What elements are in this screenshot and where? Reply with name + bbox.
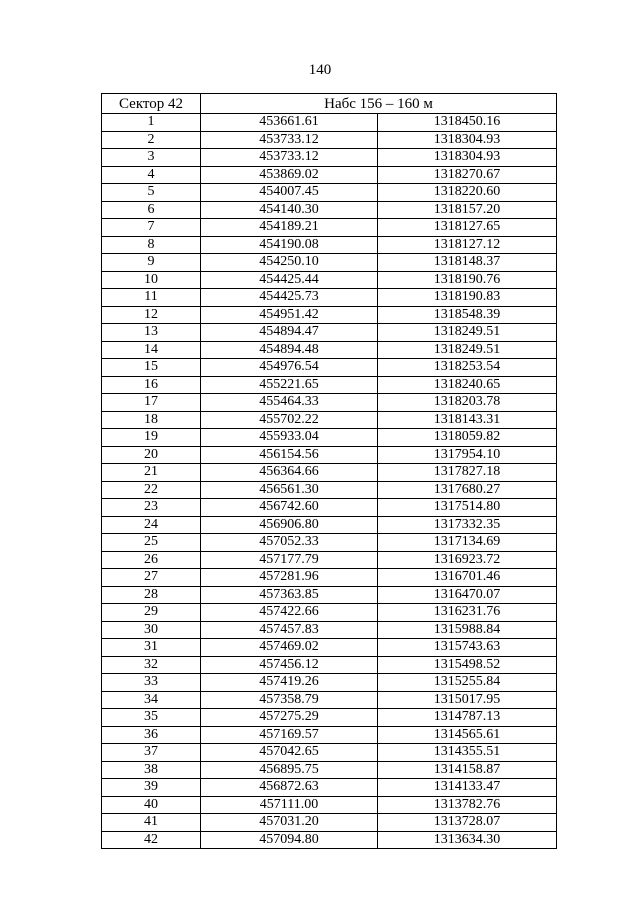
x-coordinate-cell: 454007.45 bbox=[201, 184, 378, 202]
point-number-cell: 25 bbox=[102, 534, 201, 552]
table-row bbox=[102, 411, 557, 429]
x-coordinate-cell: 456561.30 bbox=[201, 481, 378, 499]
table-row bbox=[102, 814, 557, 832]
table-row bbox=[102, 534, 557, 552]
table-row bbox=[102, 674, 557, 692]
y-coordinate-cell: 1318304.93 bbox=[378, 131, 557, 149]
y-coordinate-cell: 1318127.65 bbox=[378, 219, 557, 237]
y-coordinate-cell: 1314133.47 bbox=[378, 779, 557, 797]
x-coordinate-cell: 457419.26 bbox=[201, 674, 378, 692]
table-row bbox=[102, 341, 557, 359]
point-number-cell: 20 bbox=[102, 446, 201, 464]
y-coordinate-cell: 1318450.16 bbox=[378, 114, 557, 132]
x-coordinate-cell: 456742.60 bbox=[201, 499, 378, 517]
table-row bbox=[102, 359, 557, 377]
table-header-row bbox=[102, 94, 557, 114]
y-coordinate-cell: 1317827.18 bbox=[378, 464, 557, 482]
y-coordinate-cell: 1314158.87 bbox=[378, 761, 557, 779]
x-coordinate-cell: 457275.29 bbox=[201, 709, 378, 727]
table-row bbox=[102, 446, 557, 464]
x-coordinate-cell: 457094.80 bbox=[201, 831, 378, 849]
table-row bbox=[102, 271, 557, 289]
point-number-cell: 17 bbox=[102, 394, 201, 412]
y-coordinate-cell: 1314787.13 bbox=[378, 709, 557, 727]
x-coordinate-cell: 454894.47 bbox=[201, 324, 378, 342]
table-row bbox=[102, 324, 557, 342]
point-number-cell: 24 bbox=[102, 516, 201, 534]
y-coordinate-cell: 1313634.30 bbox=[378, 831, 557, 849]
coordinates-table bbox=[101, 93, 557, 849]
x-coordinate-cell: 456906.80 bbox=[201, 516, 378, 534]
point-number-cell: 2 bbox=[102, 131, 201, 149]
y-coordinate-cell: 1316701.46 bbox=[378, 569, 557, 587]
table-row bbox=[102, 726, 557, 744]
sector-header: Сектор 42 bbox=[102, 94, 201, 114]
point-number-cell: 35 bbox=[102, 709, 201, 727]
x-coordinate-cell: 454894.48 bbox=[201, 341, 378, 359]
table-row bbox=[102, 621, 557, 639]
point-number-cell: 34 bbox=[102, 691, 201, 709]
y-coordinate-cell: 1316231.76 bbox=[378, 604, 557, 622]
page-number: 140 bbox=[308, 62, 332, 78]
table-row bbox=[102, 796, 557, 814]
point-number-cell: 7 bbox=[102, 219, 201, 237]
point-number-cell: 3 bbox=[102, 149, 201, 167]
range-header: Набс 156 – 160 м bbox=[201, 94, 557, 114]
x-coordinate-cell: 453661.61 bbox=[201, 114, 378, 132]
table-row bbox=[102, 464, 557, 482]
y-coordinate-cell: 1318190.83 bbox=[378, 289, 557, 307]
table-row bbox=[102, 831, 557, 849]
x-coordinate-cell: 457111.00 bbox=[201, 796, 378, 814]
x-coordinate-cell: 457358.79 bbox=[201, 691, 378, 709]
table-row bbox=[102, 569, 557, 587]
table-row bbox=[102, 394, 557, 412]
point-number-cell: 4 bbox=[102, 166, 201, 184]
y-coordinate-cell: 1316923.72 bbox=[378, 551, 557, 569]
table-row bbox=[102, 289, 557, 307]
y-coordinate-cell: 1318203.78 bbox=[378, 394, 557, 412]
table-row bbox=[102, 219, 557, 237]
y-coordinate-cell: 1318190.76 bbox=[378, 271, 557, 289]
y-coordinate-cell: 1318148.37 bbox=[378, 254, 557, 272]
x-coordinate-cell: 454250.10 bbox=[201, 254, 378, 272]
table-row bbox=[102, 481, 557, 499]
point-number-cell: 23 bbox=[102, 499, 201, 517]
point-number-cell: 13 bbox=[102, 324, 201, 342]
table-row bbox=[102, 709, 557, 727]
y-coordinate-cell: 1318127.12 bbox=[378, 236, 557, 254]
point-number-cell: 26 bbox=[102, 551, 201, 569]
table-row bbox=[102, 604, 557, 622]
x-coordinate-cell: 454951.42 bbox=[201, 306, 378, 324]
point-number-cell: 10 bbox=[102, 271, 201, 289]
point-number-cell: 27 bbox=[102, 569, 201, 587]
point-number-cell: 30 bbox=[102, 621, 201, 639]
y-coordinate-cell: 1317680.27 bbox=[378, 481, 557, 499]
x-coordinate-cell: 457422.66 bbox=[201, 604, 378, 622]
y-coordinate-cell: 1318253.54 bbox=[378, 359, 557, 377]
point-number-cell: 33 bbox=[102, 674, 201, 692]
y-coordinate-cell: 1318240.65 bbox=[378, 376, 557, 394]
table-header bbox=[102, 94, 557, 114]
table-row bbox=[102, 149, 557, 167]
table-row bbox=[102, 761, 557, 779]
table-row bbox=[102, 236, 557, 254]
x-coordinate-cell: 453733.12 bbox=[201, 149, 378, 167]
y-coordinate-cell: 1318220.60 bbox=[378, 184, 557, 202]
table-row bbox=[102, 744, 557, 762]
x-coordinate-cell: 457363.85 bbox=[201, 586, 378, 604]
table-row bbox=[102, 586, 557, 604]
y-coordinate-cell: 1315988.84 bbox=[378, 621, 557, 639]
point-number-cell: 16 bbox=[102, 376, 201, 394]
x-coordinate-cell: 456154.56 bbox=[201, 446, 378, 464]
point-number-cell: 39 bbox=[102, 779, 201, 797]
point-number-cell: 28 bbox=[102, 586, 201, 604]
x-coordinate-cell: 456872.63 bbox=[201, 779, 378, 797]
x-coordinate-cell: 457456.12 bbox=[201, 656, 378, 674]
x-coordinate-cell: 456364.66 bbox=[201, 464, 378, 482]
y-coordinate-cell: 1318270.67 bbox=[378, 166, 557, 184]
table-body bbox=[102, 114, 557, 849]
point-number-cell: 31 bbox=[102, 639, 201, 657]
point-number-cell: 6 bbox=[102, 201, 201, 219]
table-row bbox=[102, 201, 557, 219]
y-coordinate-cell: 1317954.10 bbox=[378, 446, 557, 464]
table-row bbox=[102, 254, 557, 272]
x-coordinate-cell: 457042.65 bbox=[201, 744, 378, 762]
y-coordinate-cell: 1318249.51 bbox=[378, 324, 557, 342]
point-number-cell: 8 bbox=[102, 236, 201, 254]
point-number-cell: 38 bbox=[102, 761, 201, 779]
y-coordinate-cell: 1315255.84 bbox=[378, 674, 557, 692]
point-number-cell: 14 bbox=[102, 341, 201, 359]
x-coordinate-cell: 453733.12 bbox=[201, 131, 378, 149]
table-row bbox=[102, 779, 557, 797]
y-coordinate-cell: 1315743.63 bbox=[378, 639, 557, 657]
y-coordinate-cell: 1314355.51 bbox=[378, 744, 557, 762]
table-row bbox=[102, 166, 557, 184]
y-coordinate-cell: 1318304.93 bbox=[378, 149, 557, 167]
point-number-cell: 19 bbox=[102, 429, 201, 447]
x-coordinate-cell: 454189.21 bbox=[201, 219, 378, 237]
y-coordinate-cell: 1318548.39 bbox=[378, 306, 557, 324]
x-coordinate-cell: 454190.08 bbox=[201, 236, 378, 254]
table-row bbox=[102, 551, 557, 569]
y-coordinate-cell: 1317514.80 bbox=[378, 499, 557, 517]
y-coordinate-cell: 1317134.69 bbox=[378, 534, 557, 552]
x-coordinate-cell: 457031.20 bbox=[201, 814, 378, 832]
x-coordinate-cell: 456895.75 bbox=[201, 761, 378, 779]
table-row bbox=[102, 639, 557, 657]
x-coordinate-cell: 454976.54 bbox=[201, 359, 378, 377]
x-coordinate-cell: 454425.44 bbox=[201, 271, 378, 289]
x-coordinate-cell: 455221.65 bbox=[201, 376, 378, 394]
point-number-cell: 42 bbox=[102, 831, 201, 849]
point-number-cell: 41 bbox=[102, 814, 201, 832]
x-coordinate-cell: 457457.83 bbox=[201, 621, 378, 639]
x-coordinate-cell: 455702.22 bbox=[201, 411, 378, 429]
table-row bbox=[102, 184, 557, 202]
table-row bbox=[102, 114, 557, 132]
point-number-cell: 9 bbox=[102, 254, 201, 272]
table-row bbox=[102, 429, 557, 447]
x-coordinate-cell: 457169.57 bbox=[201, 726, 378, 744]
y-coordinate-cell: 1318249.51 bbox=[378, 341, 557, 359]
x-coordinate-cell: 454140.30 bbox=[201, 201, 378, 219]
point-number-cell: 29 bbox=[102, 604, 201, 622]
y-coordinate-cell: 1318143.31 bbox=[378, 411, 557, 429]
table-row bbox=[102, 376, 557, 394]
point-number-cell: 22 bbox=[102, 481, 201, 499]
x-coordinate-cell: 457177.79 bbox=[201, 551, 378, 569]
x-coordinate-cell: 457052.33 bbox=[201, 534, 378, 552]
x-coordinate-cell: 453869.02 bbox=[201, 166, 378, 184]
table-row bbox=[102, 306, 557, 324]
y-coordinate-cell: 1315498.52 bbox=[378, 656, 557, 674]
point-number-cell: 11 bbox=[102, 289, 201, 307]
y-coordinate-cell: 1313782.76 bbox=[378, 796, 557, 814]
point-number-cell: 32 bbox=[102, 656, 201, 674]
table-row bbox=[102, 656, 557, 674]
point-number-cell: 37 bbox=[102, 744, 201, 762]
y-coordinate-cell: 1318059.82 bbox=[378, 429, 557, 447]
table-row bbox=[102, 691, 557, 709]
point-number-cell: 5 bbox=[102, 184, 201, 202]
table-row bbox=[102, 131, 557, 149]
table-row bbox=[102, 516, 557, 534]
point-number-cell: 12 bbox=[102, 306, 201, 324]
point-number-cell: 40 bbox=[102, 796, 201, 814]
y-coordinate-cell: 1316470.07 bbox=[378, 586, 557, 604]
point-number-cell: 1 bbox=[102, 114, 201, 132]
y-coordinate-cell: 1313728.07 bbox=[378, 814, 557, 832]
point-number-cell: 18 bbox=[102, 411, 201, 429]
y-coordinate-cell: 1315017.95 bbox=[378, 691, 557, 709]
x-coordinate-cell: 455464.33 bbox=[201, 394, 378, 412]
x-coordinate-cell: 457469.02 bbox=[201, 639, 378, 657]
point-number-cell: 36 bbox=[102, 726, 201, 744]
y-coordinate-cell: 1317332.35 bbox=[378, 516, 557, 534]
y-coordinate-cell: 1314565.61 bbox=[378, 726, 557, 744]
point-number-cell: 21 bbox=[102, 464, 201, 482]
point-number-cell: 15 bbox=[102, 359, 201, 377]
table-row bbox=[102, 499, 557, 517]
y-coordinate-cell: 1318157.20 bbox=[378, 201, 557, 219]
x-coordinate-cell: 455933.04 bbox=[201, 429, 378, 447]
x-coordinate-cell: 454425.73 bbox=[201, 289, 378, 307]
x-coordinate-cell: 457281.96 bbox=[201, 569, 378, 587]
